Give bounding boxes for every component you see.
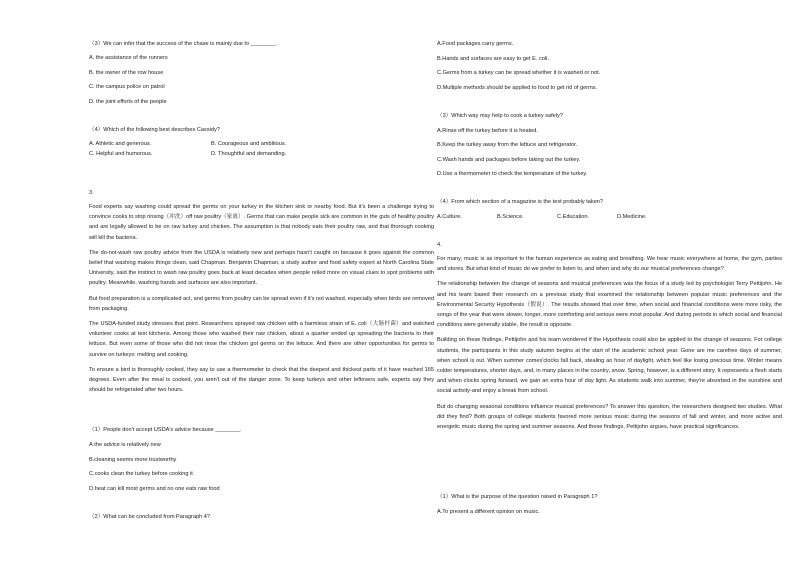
option-d[interactable]: D.heat can kill most germs and no one eats raw food [89,485,220,492]
question-1-block [437,492,782,517]
option-d[interactable]: D. Thoughtful and demanding. [211,151,287,158]
option-b[interactable]: B. the owner of the row house [89,69,164,76]
question-stem: （3）We can infer that the success of the chase is mainly due to ________. [89,41,278,47]
question-stem: （2）What can be concluded from Paragraph 4? [89,514,210,520]
question-stem: （1）What is the purpose of the question raised in Paragraph 1? [437,494,598,500]
option-d[interactable]: D.Use a thermometer to check the temperature of the turkey. [437,171,588,177]
question-2-block [89,512,434,522]
option-d[interactable]: D.Medicine. [617,214,647,221]
passage-paragraph: But food preparation is a complicated act, and germs from poultry can be spread even if it's not washed, especially when birds are removed from packaging. [89,295,434,312]
option-c[interactable]: C. Helpful and humorous. [89,151,153,158]
option-a[interactable]: A.To present a different opinion on music. [437,509,540,516]
question-stem: （3）Which way may help to cook a turkey safely? [437,113,563,119]
question-stem: （4）Which of the following best describes Cassidy? [89,127,220,133]
question-stem: （1）People don't accept USDA's advice because ________. [89,427,242,433]
option-a[interactable]: A.Rinse off the turkey before it is heated. [437,127,538,134]
option-a[interactable]: A.Food packages carry germs. [437,41,514,47]
passage-paragraph: The do-not-wash raw poultry advice from the USDA is relatively new and perhaps hasn't caught on because it goes against the common belief that washing makes things clean, said Chapman. Benjamin Chapman, a study author and food safety expert at North Carolina State University, said the instinct to wash raw poultry goes back at least decades when people relied more on visual clues to spot problems with poultry. Meanwhile, washing hands and surfaces are also important. [89,249,434,287]
option-c[interactable]: C.Germs from a turkey can be spread whether it is washed or not. [437,70,601,76]
passage-paragraph: The relationship between the change of seasons and musical preferences was the focus of a study led by psychologist Terry Pettijohn. He and his team based their research on a previous study that examined the relationship between popular music preferences and the Environmental Security Hypothesis（假说）. The results showed that over time, when social and financial conditions were more risky, the songs of the year that were slower, longer, more comforting and serious were most popular. And during periods in which social and financial conditions were generally stable, the result is opposite. [437,281,782,329]
options-row [437,212,782,222]
options-row [89,149,434,159]
reading-passage [89,202,434,395]
option-a[interactable]: A. the assistance of the runners [89,55,168,61]
option-b[interactable]: B.Keep the turkey away from the lettuce and refrigerator. [437,142,578,148]
reading-passage [437,254,782,432]
passage-paragraph: But do changing seasonal conditions influence musical preferences? To answer this question, the researchers designed two studies. What did they find? Both groups of college students favored more serious music during the seasons of fall and winter, and more active and energetic music during the spring and summer seasons. And these findings, Pettijohn argues, have practical significances. [437,403,782,431]
section-number: 3. [89,190,94,196]
option-c[interactable]: C.Education. [557,214,590,221]
option-a[interactable]: A.Culture. [437,214,462,221]
option-d[interactable]: D.Multiple methods should be applied to food to get rid of germs. [437,84,598,91]
options-row [89,139,434,149]
question-2-options [437,39,782,93]
option-a[interactable]: A.the advice is relatively new [89,442,161,449]
passage-paragraph: Food experts say washing could spread the germs on your turkey in the kitchen sink or nearby food. But it's been a challenge trying to convince cooks to stop rinsing（冲洗）off raw poultry（家禽）. Germs that can make people sick are common in the guts of healthy poultry and are legally allowed to be on raw turkey and chicken. The assumption is that nobody eats their poultry raw, and that thorough cooking will kill the bacteria. [89,204,434,241]
question-1-block [89,425,434,494]
option-b[interactable]: B.Science. [497,214,524,221]
question-4-block [437,197,782,222]
option-c[interactable]: C.Wash hands and packages before taking out the turkey. [437,156,581,163]
question-4-block [89,125,434,160]
passage-paragraph: To ensure a bird is thoroughly cooked, they say to use a thermometer to check that the deepest and thickest parts of it have reached 165 degrees. Even after the meal is cooked, you aren't out of the danger zone. To keep turkeys and other leftovers safe, experts say they should be refrigerated after two hours. [89,366,434,394]
question-3-block [89,39,434,49]
option-a[interactable]: A. Athletic and generous. [89,141,152,148]
section-number: 4. [437,242,442,248]
option-b[interactable]: B.cleaning seems more trustworthy [89,456,177,463]
passage-paragraph: Building on these findings, Pettijohn and his team wondered if the Hypothesis could also be applied to the change of seasons. For college students, the participants in this study autumn begins at the start of the academic school year. Gone are me carefree days of summer, when school is out. When summer comes'clocks fall back, stealing an hour of daylight, which feel like losing precious time. Winter means colder temperatures, shorter days, and, in many places in the country, snow. Spring, however, is a different story. It represents a flesh starts and when clocks spring forward, we gain an extra hour of day light. As students walk into summer, they're absorbed in the sunshine and social activity-and enjoy a break from school. [437,337,782,395]
passage-paragraph: For many, music is as important to the human experience as eating and breathing. We hear music everywhere at home, the gym, parties and stores. But what kind of music do we prefer to listen to, and when and why do our musical preferences change? [437,256,782,273]
option-c[interactable]: C. the campus police on patrol [89,84,165,90]
option-b[interactable]: B. Courageous and ambitious. [211,141,287,148]
question-3-block [437,111,782,179]
option-c[interactable]: C.cooks clean the turkey before cooking it [89,471,193,478]
option-b[interactable]: B.Hands and surfaces are easy to get E. coli. [437,55,549,62]
option-d[interactable]: D. the joint efforts of the people [89,98,167,105]
answer-options [89,53,434,107]
question-stem: （4）From which section of a magazine is the text probably taken? [437,199,604,205]
passage-paragraph: The USDA-funded study stresses that point. Researchers sprayed raw chicken with a harmless strain of E. coli（大肠杆菌）and watched volunteer cooks at test kitchens. Among those who washed their raw chicken, about a quarter ended up spreading the bacteria to their lettuce. But even some of those who did not rinse the chicken got germs on the lettuce. And there are other opportunities for germs to survive on turkeys: melting and cooking. [89,321,434,358]
